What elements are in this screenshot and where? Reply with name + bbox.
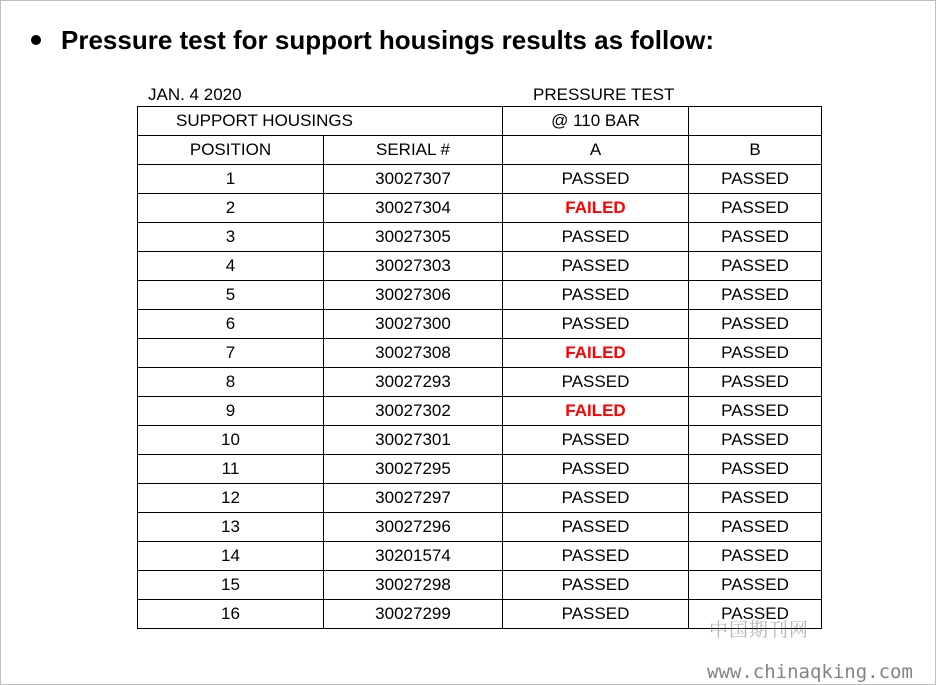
serial-cell: 30027295 [324,455,503,484]
table-caption-row [138,81,822,107]
position-cell: 10 [138,426,324,455]
table-row [138,542,822,571]
serial-cell: 30027300 [324,310,503,339]
result-a-cell: PASSED [503,571,689,600]
table-row [138,194,822,223]
header-a: A [503,136,689,165]
result-a-cell: PASSED [503,223,689,252]
position-cell: 8 [138,368,324,397]
result-a-cell: PASSED [503,455,689,484]
serial-cell: 30027304 [324,194,503,223]
pressure-cell [503,107,689,136]
serial-cell: 30027296 [324,513,503,542]
serial-cell: 30027307 [324,165,503,194]
result-b-cell: PASSED [689,513,822,542]
serial-cell: 30027306 [324,281,503,310]
position-cell: 5 [138,281,324,310]
position-cell: 9 [138,397,324,426]
header-b: B [689,136,822,165]
result-b-cell: PASSED [689,281,822,310]
position-cell: 16 [138,600,324,629]
position-cell: 7 [138,339,324,368]
result-a-cell: PASSED [503,600,689,629]
empty-title-cell [689,107,822,136]
table-header-row [138,136,822,165]
result-a-cell: PASSED [503,281,689,310]
table-row [138,397,822,426]
table-row [138,484,822,513]
result-b-cell: PASSED [689,426,822,455]
table-row [138,571,822,600]
result-a-cell: PASSED [503,368,689,397]
result-a-cell: PASSED [503,426,689,455]
result-a-cell: FAILED [503,397,689,426]
result-a-cell: PASSED [503,484,689,513]
result-b-cell: PASSED [689,600,822,629]
table-title-row [138,107,822,136]
position-cell: 13 [138,513,324,542]
table-row [138,513,822,542]
test-name: PRESSURE TEST [533,85,675,104]
results-table [137,106,822,629]
serial-cell: 30027297 [324,484,503,513]
result-b-cell: PASSED [689,571,822,600]
position-cell: 14 [138,542,324,571]
table-row [138,223,822,252]
group-label: SUPPORT HOUSINGS [176,111,353,130]
slide-heading [31,21,714,59]
table-row [138,310,822,339]
table-row [138,252,822,281]
group-label-cell [138,107,503,136]
position-cell: 6 [138,310,324,339]
result-a-cell: PASSED [503,542,689,571]
result-b-cell: PASSED [689,252,822,281]
watermark-url: www.chinaqking.com [707,661,913,683]
serial-cell: 30027302 [324,397,503,426]
test-date: JAN. 4 2020 [148,85,242,104]
table-row [138,281,822,310]
position-cell: 1 [138,165,324,194]
result-b-cell: PASSED [689,194,822,223]
bullet-icon [31,35,41,45]
table-row [138,368,822,397]
position-cell: 3 [138,223,324,252]
heading-text: Pressure test for support housings results as follow: [61,25,715,55]
serial-cell: 30201574 [324,542,503,571]
result-a-cell: FAILED [503,194,689,223]
position-cell: 4 [138,252,324,281]
position-cell: 12 [138,484,324,513]
result-b-cell: PASSED [689,368,822,397]
result-b-cell: PASSED [689,223,822,252]
result-b-cell: PASSED [689,455,822,484]
table-row [138,165,822,194]
position-cell: 15 [138,571,324,600]
result-b-cell: PASSED [689,339,822,368]
header-serial: SERIAL # [324,136,503,165]
header-position: POSITION [138,136,324,165]
serial-cell: 30027301 [324,426,503,455]
result-a-cell: PASSED [503,310,689,339]
result-b-cell: PASSED [689,310,822,339]
result-b-cell: PASSED [689,484,822,513]
result-b-cell: PASSED [689,397,822,426]
serial-cell: 30027305 [324,223,503,252]
position-cell: 2 [138,194,324,223]
serial-cell: 30027303 [324,252,503,281]
serial-cell: 30027293 [324,368,503,397]
serial-cell: 30027308 [324,339,503,368]
table-row [138,455,822,484]
result-a-cell: FAILED [503,339,689,368]
serial-cell: 30027299 [324,600,503,629]
table-row [138,339,822,368]
result-a-cell: PASSED [503,165,689,194]
watermark-chinese: 中国期刊网 [709,619,810,641]
result-b-cell: PASSED [689,165,822,194]
result-a-cell: PASSED [503,513,689,542]
table-row [138,426,822,455]
pressure-label: @ 110 BAR [551,111,640,130]
position-cell: 11 [138,455,324,484]
result-a-cell: PASSED [503,252,689,281]
serial-cell: 30027298 [324,571,503,600]
result-b-cell: PASSED [689,542,822,571]
